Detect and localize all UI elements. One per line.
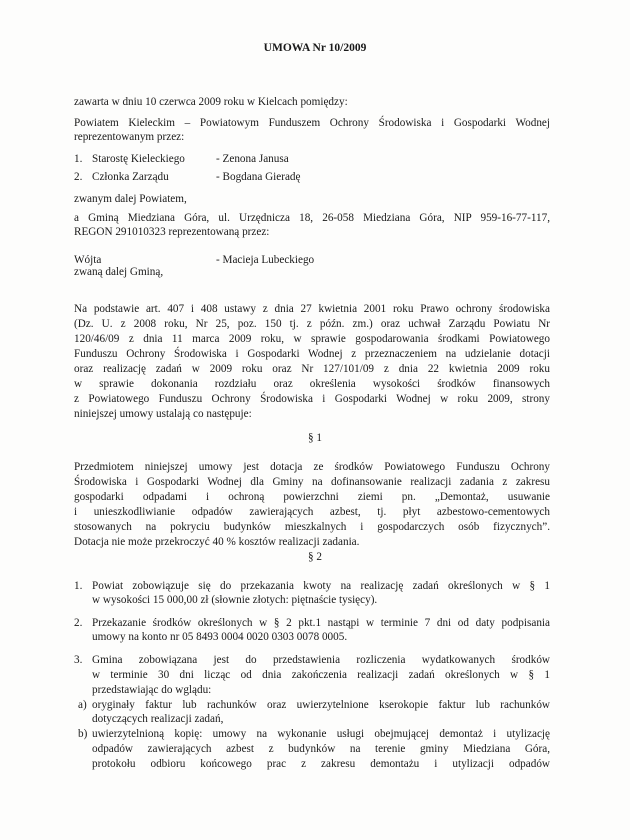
party2-line: REGON 291010323 reprezentowaną przez:	[74, 226, 270, 238]
rep3-name: - Macieja Lubeckiego	[216, 254, 315, 266]
basis-line: Na podstawie art. 407 i 408 ustawy z dnia 27 kwietnia 2001 roku Prawo ochrony środowiska	[74, 303, 550, 315]
item1-number: 1.	[74, 580, 83, 592]
rep2-role: Członka Zarządu	[92, 171, 169, 183]
rep1-number: 1.	[74, 153, 83, 165]
basis-line: niniejszej umowy ustalają co następuje:	[74, 408, 252, 420]
sub-b-line: odpadów zawierających azbest z budynków na terenie gminy Miedziana Góra,	[92, 743, 550, 755]
section1-line: Przedmiotem niniejszej umowy jest dotacja ze środków Powiatowego Funduszu Ochrony	[74, 461, 550, 473]
section1-line: Dotacja nie może przekroczyć 40 % kosztów realizacji zadania.	[74, 536, 360, 548]
item1-line: Powiat zobowiązuje się do przekazania kwoty na realizację zadań określonych w § 1	[92, 580, 550, 592]
rep1-name: - Zenona Janusa	[216, 153, 289, 165]
section1-line: Środowiska i Gospodarki Wodnej dla Gminy na dofinansowanie realizacji zadania z zakresu	[74, 476, 550, 488]
section1-line: stosowanych na pokryciu budynków mieszkalnych i gospodarczych osób fizycznych”.	[74, 521, 550, 533]
item3-line: w terminie 30 dni licząc od dnia zakończenia realizacji zadań określonych w § 1	[92, 669, 550, 681]
sub-b-line: protokołu odbioru końcowego prac z zakresu demontażu i utylizacji odpadów	[92, 758, 550, 770]
rep3-role: Wójta	[74, 254, 102, 266]
section1-line: gospodarki odpadami i ochroną powierzchni ziemi pn. „Demontaż, usuwanie	[74, 491, 550, 503]
rep2-name: - Bogdana Gieradę	[216, 171, 301, 183]
basis-line: z Powiatowego Funduszu Ochrony Środowiska i Gospodarki Wodnej w roku 2009, strony	[74, 393, 550, 405]
party1-line: reprezentowanym przez:	[74, 131, 185, 143]
item2-number: 2.	[74, 617, 83, 629]
party2-alias: zwaną dalej Gminą,	[74, 266, 164, 278]
document-title: UMOWA Nr 10/2009	[263, 42, 367, 54]
item1-line: w wysokości 15 000,00 zł (słownie złotych: piętnaście tysięcy).	[92, 594, 378, 606]
rep1-role: Starostę Kieleckiego	[92, 153, 185, 165]
rep2-number: 2.	[74, 171, 83, 183]
basis-line: 120/46/09 z dnia 11 marca 2009 roku, w sprawie gospodarowania środkami Powiatowego	[74, 333, 550, 345]
item3-line: Gmina zobowiązana jest do przedstawienia rozliczenia wydatkowanych środków	[92, 654, 550, 666]
sub-a-line: oryginały faktur lub rachunków oraz uwierzytelnione kserokopie faktur lub rachunków	[92, 699, 550, 711]
section2-heading: § 2	[308, 551, 322, 563]
item3-number: 3.	[74, 654, 83, 666]
sub-a-label: a)	[78, 699, 87, 711]
basis-line: w sprawie dokonania rozdziału oraz określenia wysokości środków finansowych	[74, 378, 550, 390]
item2-line: Przekazanie środków określonych w § 2 pkt.1 nastąpi w terminie 7 dni od daty podpisania	[92, 617, 550, 629]
intro-line: zawarta w dniu 10 czerwca 2009 roku w Kielcach pomiędzy:	[74, 96, 348, 108]
section1-heading: § 1	[308, 432, 322, 444]
basis-line: (Dz. U. z 2008 roku, Nr 25, poz. 150 tj. z późn. zm.) oraz uchwał Zarządu Powiatu Nr	[74, 318, 550, 330]
party1-alias: zwanym dalej Powiatem,	[74, 193, 187, 205]
party1-line: Powiatem Kieleckim – Powiatowym Funduszem Ochrony Środowiska i Gospodarki Wodnej	[74, 117, 550, 129]
sub-a-line: dotyczących realizacji zadań,	[92, 713, 224, 725]
sub-b-line: uwierzytelnioną kopię: umowy na wykonanie usługi obejmującej demontaż i utylizację	[92, 728, 550, 740]
section1-line: i unieszkodliwianie odpadów zawierających azbest, tj. płyt azbestowo-cementowych	[74, 506, 550, 518]
sub-b-label: b)	[78, 728, 88, 740]
basis-line: Funduszu Ochrony Środowiska i Gospodarki Wodnej z przeznaczeniem na udzielanie dotacji	[74, 348, 550, 360]
party2-line: a Gminą Miedziana Góra, ul. Urzędnicza 18, 26-058 Miedziana Góra, NIP 959-16-77-117,	[74, 212, 550, 224]
item3-line: przedstawiając do wglądu:	[92, 684, 212, 696]
basis-line: oraz realizację zadań w 2009 roku oraz Nr 127/101/09 z dnia 22 kwietnia 2009 roku	[74, 363, 550, 375]
item2-line: umowy na konto nr 05 8493 0004 0020 0303 0078 0005.	[92, 631, 348, 643]
